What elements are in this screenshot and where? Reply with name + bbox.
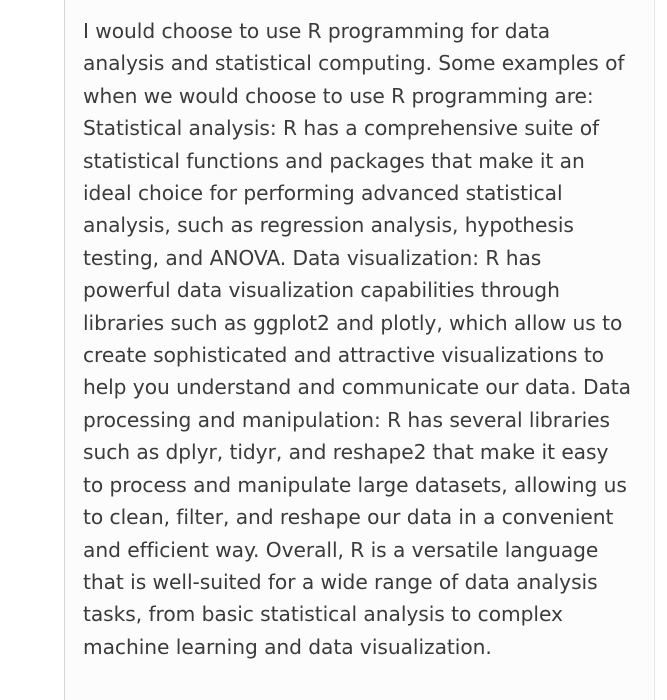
- answer-text: I would choose to use R programming for data analysis and statistical computing. Some examples of when we would choose to use R programming are: Statistical analysis: R has a comprehensive suite of statistical functions and packages that make it an ideal choice for performing advanced statistical analysis, such as regression analysis, hypothesis testing, and ANOVA. Data visualization: R has powerful data visualization capabilities through libraries such as ggplot2 and plotly, which allow us to create sophisticated and attractive visualizations to help you understand and communicate our data. Data processing and manipulation: R has several libraries such as dplyr, tidyr, and reshape2 that make it easy to process and manipulate large datasets, allowing us to clean, filter, and reshape our data in a convenient and efficient way. Overall, R is a versatile language that is well-suited for a wide range of data analysis tasks, from basic statistical analysis to complex machine learning and data visualization.: [83, 19, 631, 659]
- answer-panel: [64, 0, 655, 700]
